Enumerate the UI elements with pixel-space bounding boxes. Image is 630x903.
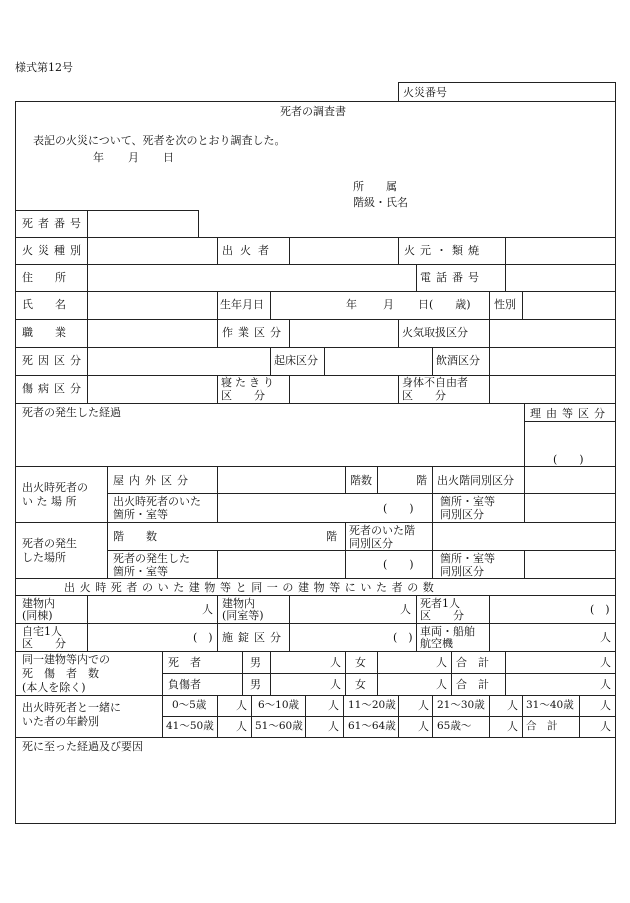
female-label-1: 女 — [355, 656, 366, 669]
age-band: 合 計 — [526, 720, 558, 732]
paren-3: ( ) — [590, 603, 610, 616]
same-room-label-2: 同別区分 — [440, 508, 484, 521]
in-room-label-1: 建物内 — [222, 597, 255, 610]
in-building-label-1: 建物内 — [22, 597, 55, 610]
female-injured-unit: 人 — [436, 678, 447, 691]
fire-number-label: 火災番号 — [403, 86, 447, 99]
male-injured-unit: 人 — [330, 678, 341, 691]
female-dead-unit: 人 — [436, 656, 447, 669]
vehicle-label-1: 車両・船舶 — [420, 625, 475, 638]
room-at-fire-label-2: 箇所・室等 — [113, 508, 168, 521]
age-band-unit: 人 — [236, 720, 247, 733]
loc-at-fire-label-1: 出火時死者の — [22, 481, 88, 494]
injured-label: 負傷者 — [168, 678, 201, 691]
home-alone-label-1: 自宅1人 — [22, 625, 62, 638]
disability-label-2: 区 分 — [402, 389, 446, 402]
age-band-unit: 人 — [418, 699, 429, 712]
floor-unit-2: 階 — [326, 530, 337, 543]
same-floor-label: 出火階同別区分 — [437, 474, 514, 487]
age-band: 41〜50歳 — [166, 720, 214, 732]
form-title: 死者の調査書 — [280, 105, 346, 118]
floor-count-label: 階数 — [350, 474, 372, 487]
death-place-label-2: した場所 — [22, 551, 66, 564]
death-place-label-1: 死者の発生 — [22, 537, 77, 550]
drinking-label: 飲酒区分 — [436, 354, 480, 367]
casualties-label-2: 死 傷 者 数 — [22, 667, 99, 680]
locked-label: 施錠区分 — [222, 631, 286, 644]
same-building-heading: 出火時死者のいた建物等と同一の建物等にいた者の数 — [64, 581, 439, 594]
floor-unit: 階 — [416, 474, 427, 487]
casualties-label-1: 同一建物等内での — [22, 653, 110, 666]
total-injured-unit: 人 — [600, 678, 611, 691]
age-band-unit: 人 — [328, 699, 339, 712]
room-at-fire-label-1: 出火時死者のいた — [113, 495, 201, 508]
vehicle-label-2: 航空機 — [420, 637, 453, 650]
bedridden-label-1: 寝たきり — [221, 376, 277, 389]
date-year: 年 — [93, 151, 104, 164]
date-day: 日 — [163, 151, 174, 164]
same-room2-label-2: 同別区分 — [440, 565, 484, 578]
fire-source-label: 火元・類焼 — [404, 244, 484, 257]
total-dead-unit: 人 — [600, 656, 611, 669]
female-label-2: 女 — [355, 678, 366, 691]
male-label-2: 男 — [250, 678, 261, 691]
age-band: 31〜40歳 — [526, 699, 574, 711]
sex-label: 性別 — [494, 298, 516, 311]
death-room-label-1: 死者の発生した — [113, 552, 190, 565]
floor-same-label-2: 同別区分 — [349, 537, 393, 550]
death-number-label: 死者番号 — [22, 217, 86, 230]
home-alone-label-2: 区 分 — [22, 637, 66, 650]
phone-label: 電話番号 — [420, 271, 484, 284]
age-band-unit: 人 — [507, 699, 518, 712]
birth-month: 月 — [383, 298, 394, 311]
age-band: 21〜30歳 — [437, 699, 485, 711]
death-room-label-2: 箇所・室等 — [113, 565, 168, 578]
form-number: 様式第12号 — [15, 61, 73, 74]
paren-5: ( ) — [393, 631, 413, 644]
disability-label-1: 身体不自由者 — [402, 376, 468, 389]
solo-death-label-2: 区 分 — [420, 609, 464, 622]
male-label-1: 男 — [250, 656, 261, 669]
birth-year: 年 — [346, 298, 357, 311]
statement: 表記の火災について、死者を次のとおり調査した。 — [33, 134, 286, 147]
bedridden-label-2: 区 分 — [221, 389, 265, 402]
same-room-label-1: 箇所・室等 — [440, 495, 495, 508]
age-band-unit: 人 — [418, 720, 429, 733]
total-label-1: 合 計 — [456, 656, 489, 669]
in-building-unit: 人 — [202, 603, 213, 616]
rank-name-label: 階級・氏名 — [353, 196, 408, 209]
in-room-unit: 人 — [400, 603, 411, 616]
same-room2-label-1: 箇所・室等 — [440, 552, 495, 565]
circumstances-label: 死者の発生した経過 — [22, 406, 121, 419]
casualties-label-3: (本人を除く) — [22, 681, 86, 694]
disease-label: 傷病区分 — [22, 382, 86, 395]
age-band-unit: 人 — [600, 699, 611, 712]
age-band: 65歳〜 — [437, 720, 472, 732]
fire-handling-label: 火気取扱区分 — [402, 326, 468, 339]
age-band: 6〜10歳 — [258, 699, 300, 711]
cause-of-death-label: 死因区分 — [22, 354, 86, 367]
paren-2: ( ) — [383, 558, 414, 571]
age-heading-1: 出火時死者と一緒に — [22, 701, 121, 714]
igniter-label: 出火者 — [222, 244, 276, 257]
paren-1: ( ) — [383, 502, 414, 515]
total-label-2: 合 計 — [456, 678, 489, 691]
age-band-unit: 人 — [236, 699, 247, 712]
name-label: 氏 名 — [22, 298, 66, 311]
age-band: 11〜20歳 — [348, 699, 396, 711]
floor-same-label-1: 死者のいた階 — [349, 524, 415, 537]
birth-date-label: 生年月日 — [220, 298, 264, 311]
dead-label: 死 者 — [168, 656, 201, 669]
age-band: 0〜5歳 — [172, 699, 207, 711]
age-band: 61〜64歳 — [348, 720, 396, 732]
solo-death-label-1: 死者1人 — [420, 597, 460, 610]
birth-day-age: 日( 歳) — [418, 298, 471, 311]
male-dead-unit: 人 — [330, 656, 341, 669]
reason-label: 理由等区分 — [530, 407, 610, 420]
age-band: 51〜60歳 — [255, 720, 303, 732]
vehicle-unit: 人 — [600, 631, 611, 644]
floor-label: 階 数 — [113, 530, 157, 543]
age-band-unit: 人 — [328, 720, 339, 733]
address-label: 住 所 — [22, 271, 66, 284]
age-band-unit: 人 — [600, 720, 611, 733]
age-heading-2: いた者の年齢別 — [22, 715, 99, 728]
wake-status-label: 起床区分 — [274, 354, 318, 367]
reason-paren: ( ) — [553, 453, 584, 466]
date-month: 月 — [128, 151, 139, 164]
occupation-label: 職 業 — [22, 326, 66, 339]
work-category-label: 作業区分 — [222, 326, 286, 339]
in-building-label-2: (同棟) — [22, 609, 53, 622]
in-room-label-2: (同室等) — [222, 609, 264, 622]
fire-type-label: 火災種別 — [22, 244, 86, 257]
affiliation-label: 所 属 — [353, 180, 397, 193]
final-label: 死に至った経過及び要因 — [22, 740, 143, 753]
age-band-unit: 人 — [507, 720, 518, 733]
loc-at-fire-label-2: い た 場 所 — [22, 495, 77, 508]
indoor-outdoor-label: 屋内外区分 — [113, 474, 193, 487]
paren-4: ( ) — [193, 631, 213, 644]
